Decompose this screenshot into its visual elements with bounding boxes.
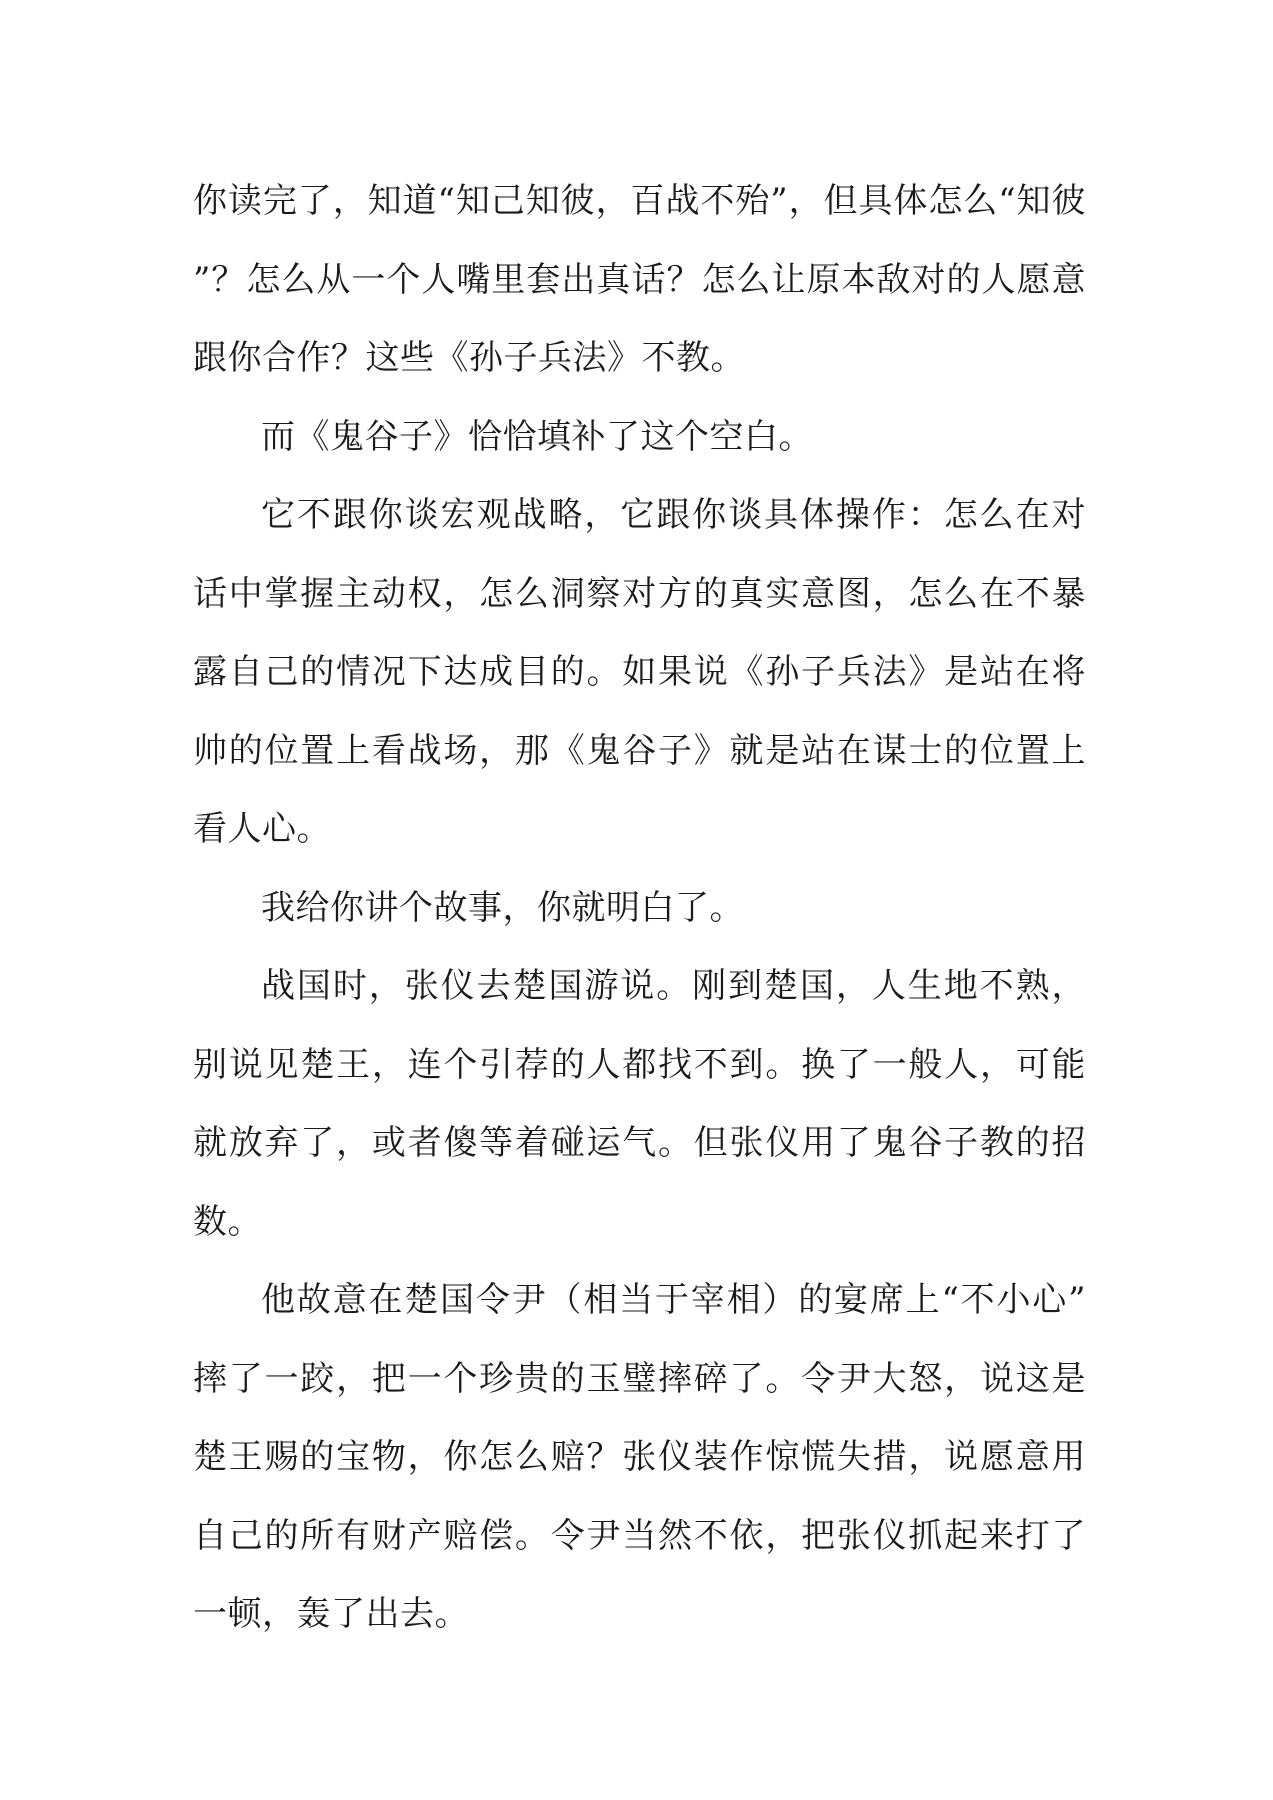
paragraph-2: 而《鬼谷子》恰恰填补了这个空白。	[261, 416, 813, 457]
paragraph-5: 战国时，张仪去楚国游说。刚到楚国，人生地不熟，别说见楚王，连个引荐的人都找不到。换了一般人，可能就放弃了，或者傻等着碰运气。但张仪用了鬼谷子教的招数。	[193, 966, 1086, 1242]
document-body	[193, 162, 1086, 1654]
paragraph-4: 我给你讲个故事，你就明白了。	[261, 887, 744, 928]
paragraph-6: 他故意在楚国令尹（相当于宰相）的宴席上“不小心”摔了一跤，把一个珍贵的玉璧摔碎了。令尹大怒，说这是楚王赐的宝物，你怎么赔？张仪装作惊慌失措，说愿意用自己的所有财产赔偿。令尹当然不依，把张仪抓起来打了一顿，轰了出去。	[193, 1280, 1086, 1634]
paragraph-1: 你读完了，知道“知己知彼，百战不殆”，但具体怎么“知彼”？怎么从一个人嘴里套出真话？怎么让原本敌对的人愿意跟你合作？这些《孙子兵法》不教。	[193, 181, 1086, 378]
paragraph-3: 它不跟你谈宏观战略，它跟你谈具体操作：怎么在对话中掌握主动权，怎么洞察对方的真实意图，怎么在不暴露自己的情况下达成目的。如果说《孙子兵法》是站在将帅的位置上看战场，那《鬼谷子》就是站在谋士的位置上看人心。	[193, 495, 1086, 849]
